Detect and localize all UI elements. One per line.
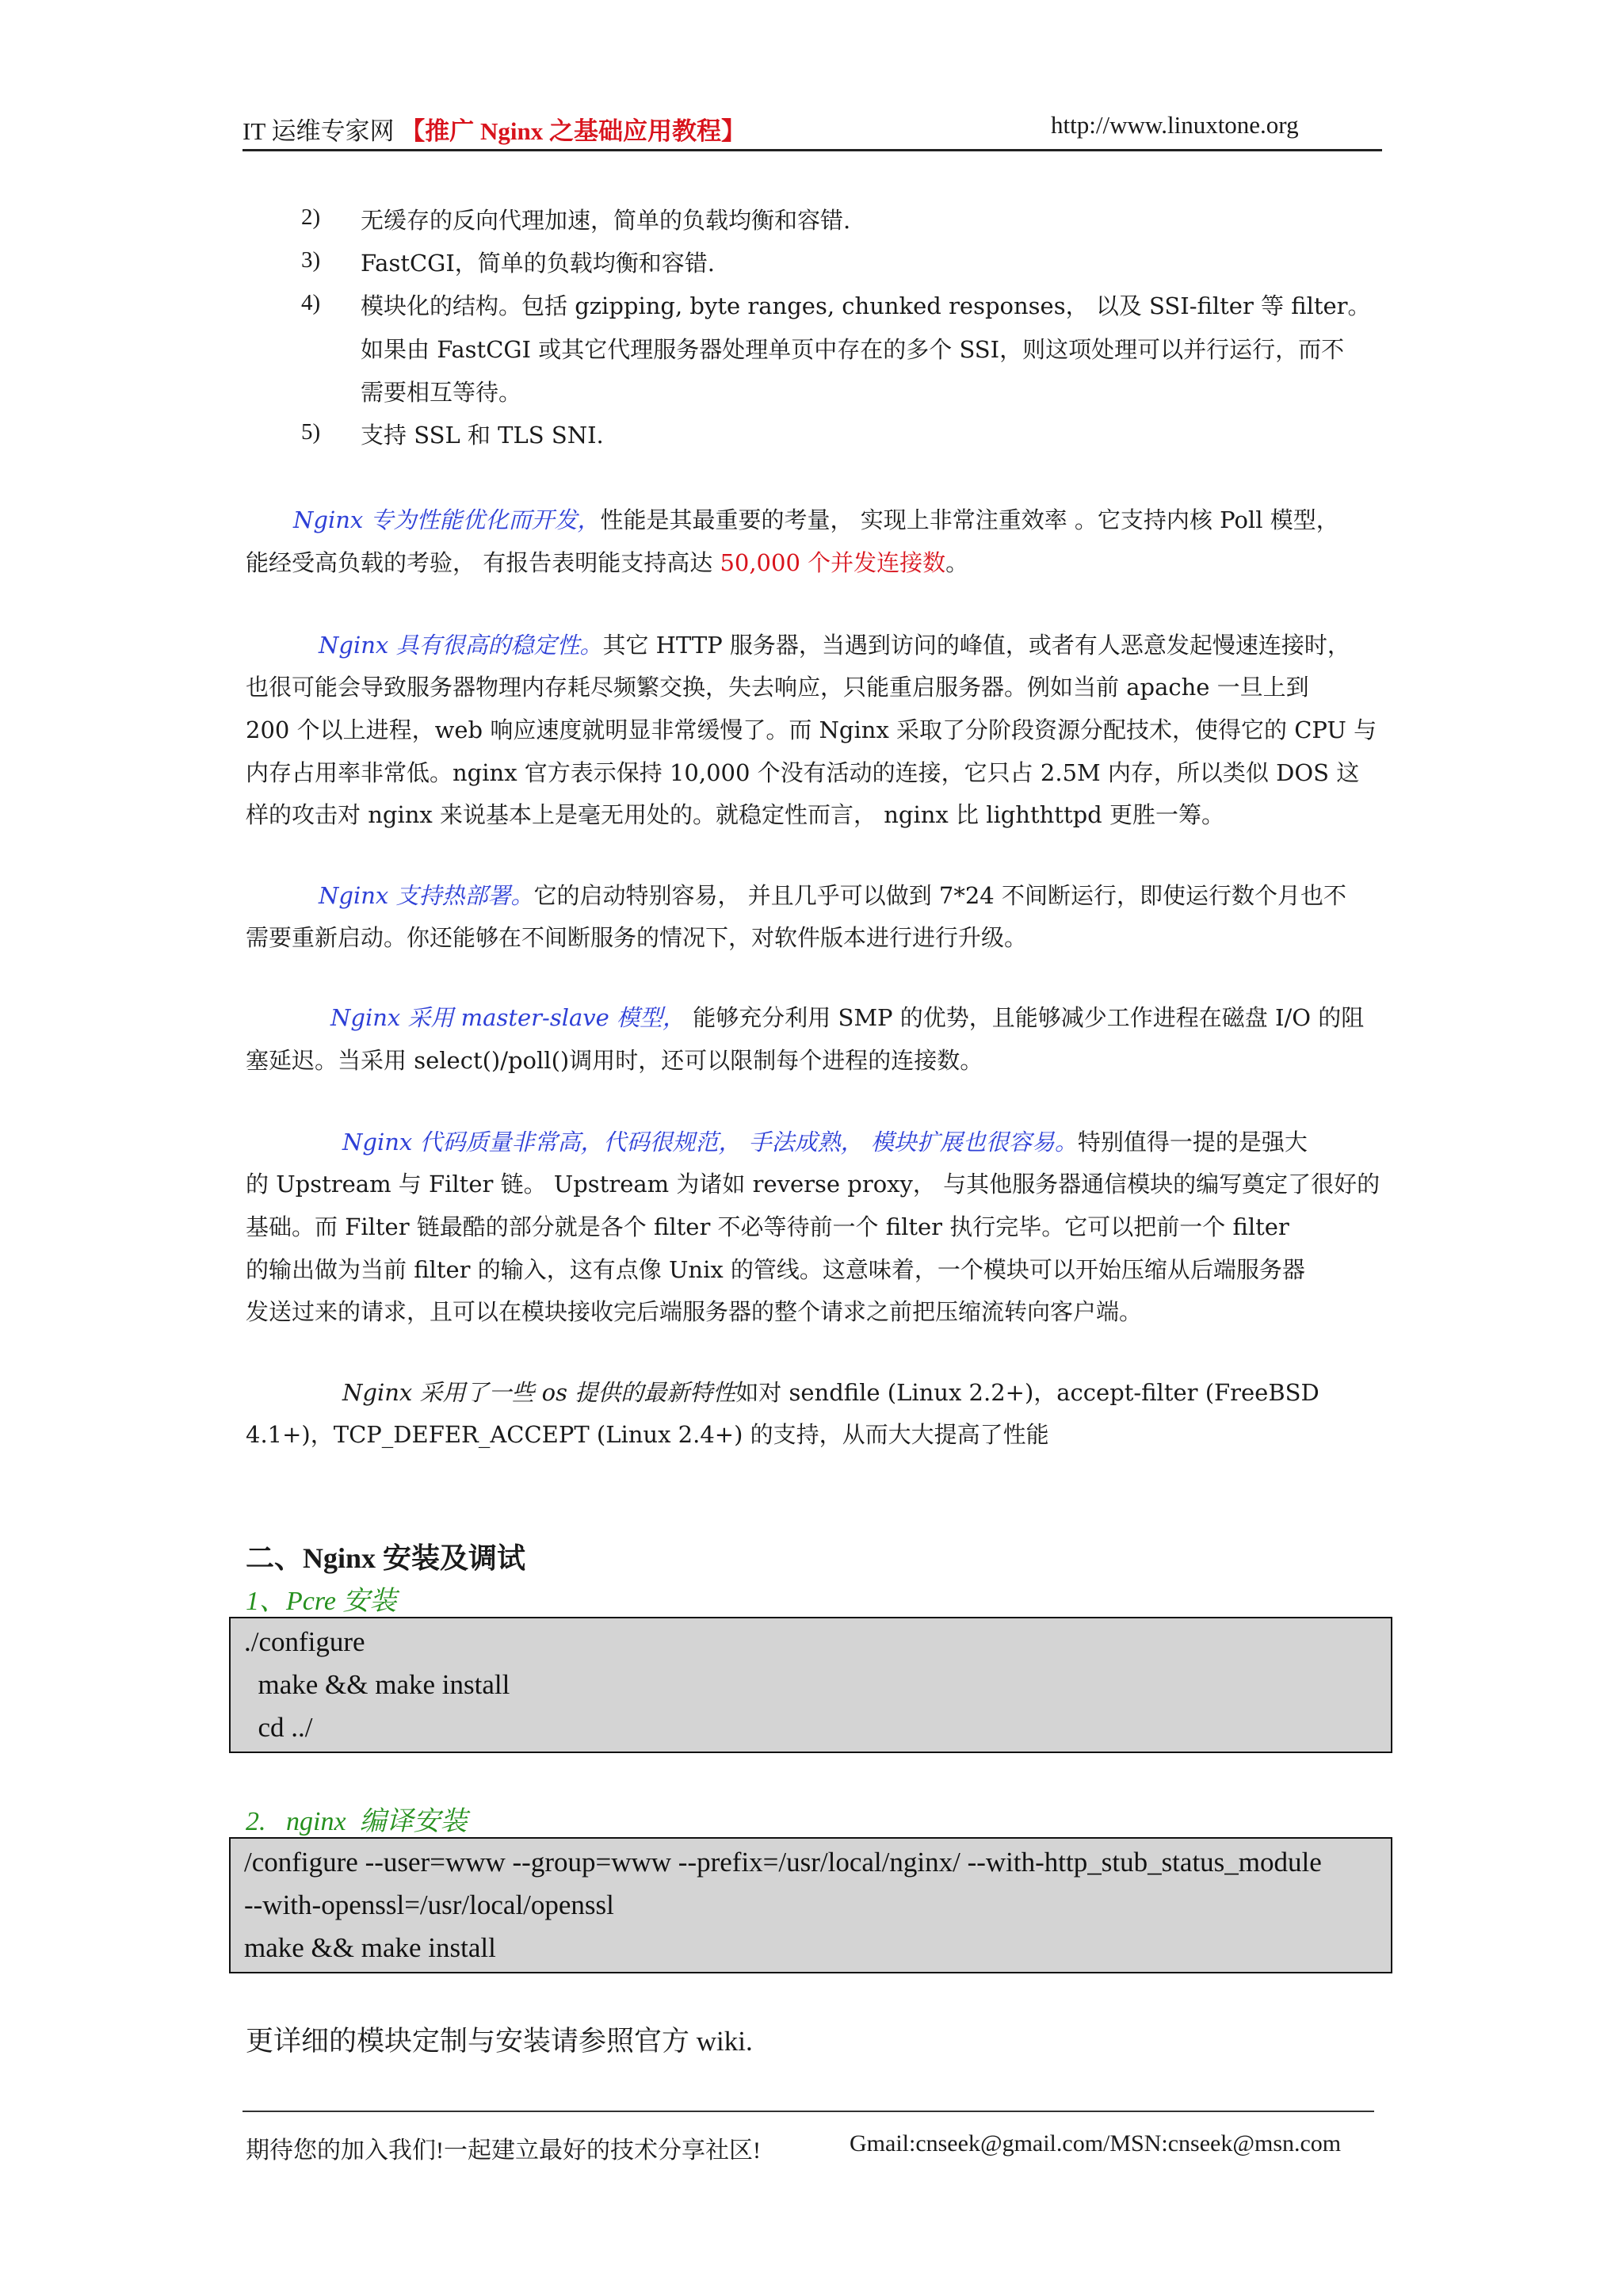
site-name: IT 运维专家网 bbox=[242, 117, 395, 145]
paragraph-line: 基础。而 Filter 链最酷的部分就是各个 filter 不必等待前一个 filter 执行完毕。它可以把前一个 filter bbox=[246, 1213, 1289, 1240]
list-item-cont: 需要相互等待。 bbox=[361, 379, 522, 406]
paragraph-line: 发送过来的请求，且可以在模块接收完后端服务器的整个请求之前把压缩流转向客户端。 bbox=[246, 1298, 1143, 1325]
paragraph-line: 内存占用率非常低。nginx 官方表示保持 10,000 个没有活动的连接，它只占 2.5M 内存，所以类似 DOS 这 bbox=[246, 759, 1360, 786]
paragraph-line: 也很可能会导致服务器物理内存耗尽频繁交换，失去响应，只能重启服务器。例如当前 apache 一旦上到 bbox=[246, 674, 1309, 701]
paragraph-line: 塞延迟。当采用 select()/poll()调用时，还可以限制每个进程的连接数。 bbox=[246, 1047, 983, 1074]
list-num: 4) bbox=[301, 290, 321, 315]
paragraph-line: 200 个以上进程，web 响应速度就明显非常缓慢了。而 Nginx 采取了分阶段资源分配技术，使得它的 CPU 与 bbox=[246, 716, 1377, 743]
code-line: cd ../ bbox=[244, 1712, 313, 1743]
subsection-title: 1、Pcre 安装 bbox=[246, 1587, 397, 1616]
highlight-red: 50,000 个并发连接数 bbox=[720, 549, 946, 576]
list-item-cont: 如果由 FastCGI 或其它代理服务器处理单页中存在的多个 SSI，则这项处理可以并行运行，而不 bbox=[361, 336, 1345, 363]
paragraph-lead: Nginx 支持热部署。 bbox=[319, 882, 534, 909]
paragraph-line bbox=[319, 628, 1350, 660]
paragraph-line: 需要重新启动。你还能够在不间断服务的情况下，对软件版本进行进行升级。 bbox=[246, 924, 1028, 951]
paragraph-text: 能经受高负载的考验， 有报告表明能支持高达 bbox=[246, 549, 720, 576]
paragraph-text: 能够充分利用 SMP 的优势，且能够减少工作进程在磁盘 I/O 的阻 bbox=[685, 1004, 1365, 1031]
paragraph-line: 4.1+)，TCP_DEFER_ACCEPT (Linux 2.4+) 的支持，从而大大提高了性能 bbox=[246, 1421, 1049, 1448]
paragraph-lead: Nginx 采用 master-slave 模型， bbox=[330, 1004, 686, 1031]
footer-divider bbox=[242, 2111, 1374, 2112]
paragraph-line bbox=[330, 1000, 1364, 1033]
paragraph-line bbox=[342, 1125, 1308, 1157]
code-line: make && make install bbox=[244, 1932, 496, 1963]
paragraph-text: 特别值得一提的是强大 bbox=[1077, 1129, 1308, 1156]
subsection-title: 2. nginx 编译安装 bbox=[246, 1807, 468, 1836]
list-item: 模块化的结构。包括 gzipping, byte ranges, chunked responses， 以及 SSI-filter 等 filter。 bbox=[361, 292, 1371, 319]
paragraph-text: 性能是其最重要的考量， 实现上非常注重效率 。它支持内核 Poll 模型， bbox=[600, 506, 1339, 533]
paragraph-line bbox=[342, 1375, 1319, 1408]
paragraph-lead: Nginx 专为性能优化而开发， bbox=[293, 506, 601, 533]
paragraph-line: 样的攻击对 nginx 来说基本上是毫无用处的。就稳定性而言， nginx 比 lighthttpd 更胜一筹。 bbox=[246, 801, 1224, 828]
paragraph-lead: Nginx 代码质量非常高，代码很规范， 手法成熟， 模块扩展也很容易。 bbox=[342, 1129, 1078, 1156]
footer-contact[interactable]: Gmail:cnseek@gmail.com/MSN:cnseek@msn.com bbox=[850, 2130, 1342, 2157]
paragraph-text: 它的启动特别容易， 并且几乎可以做到 7*24 不间断运行，即使运行数个月也不 bbox=[533, 882, 1346, 909]
paragraph-line bbox=[246, 545, 968, 578]
header-url[interactable]: http://www.linuxtone.org bbox=[1051, 111, 1299, 139]
list-item: FastCGI，简单的负载均衡和容错. bbox=[361, 250, 716, 277]
install-note: 更详细的模块定制与安装请参照官方 wiki. bbox=[246, 2026, 753, 2057]
paragraph-line: 的 Upstream 与 Filter 链。 Upstream 为诸如 reverse proxy， 与其他服务器通信模块的编写奠定了很好的 bbox=[246, 1171, 1381, 1198]
paragraph-lead: Nginx 采用了一些 os 提供的最新特性 bbox=[342, 1379, 736, 1406]
code-line: make && make install bbox=[244, 1669, 510, 1700]
footer-slogan: 期待您的加入我们!一起建立最好的技术分享社区! bbox=[246, 2137, 761, 2164]
paragraph-text: 如对 sendfile (Linux 2.2+)，accept-filter (FreeBSD bbox=[735, 1379, 1319, 1406]
header-promo: 【推广 Nginx 之基础应用教程】 bbox=[400, 117, 746, 145]
code-line: ./configure bbox=[244, 1626, 365, 1657]
list-num: 5) bbox=[301, 419, 321, 445]
paragraph-line: 的输出做为当前 filter 的输入，这有点像 Unix 的管线。这意味着，一个模块可以开始压缩从后端服务器 bbox=[246, 1256, 1305, 1283]
list-item: 支持 SSL 和 TLS SNI. bbox=[361, 422, 604, 449]
list-item: 无缓存的反向代理加速，简单的负载均衡和容错. bbox=[361, 207, 851, 234]
paragraph-line bbox=[293, 502, 1339, 535]
page-header bbox=[242, 111, 746, 151]
list-num: 3) bbox=[301, 247, 321, 273]
code-line: --with-openssl=/usr/local/openssl bbox=[244, 1889, 614, 1920]
list-num: 2) bbox=[301, 204, 321, 230]
section-title: 二、Nginx 安装及调试 bbox=[246, 1542, 526, 1574]
code-block bbox=[229, 1837, 1392, 1973]
code-line: /configure --user=www --group=www --prefix=/usr/local/nginx/ --with-http_stub_status_module bbox=[244, 1847, 1322, 1878]
paragraph-text: 其它 HTTP 服务器，当遇到访问的峰值，或者有人恶意发起慢速连接时， bbox=[602, 632, 1350, 659]
paragraph-text: 。 bbox=[945, 549, 969, 576]
header-divider bbox=[242, 149, 1382, 151]
paragraph-line bbox=[319, 878, 1346, 911]
code-block bbox=[229, 1617, 1392, 1753]
paragraph-lead: Nginx 具有很高的稳定性。 bbox=[319, 632, 603, 659]
